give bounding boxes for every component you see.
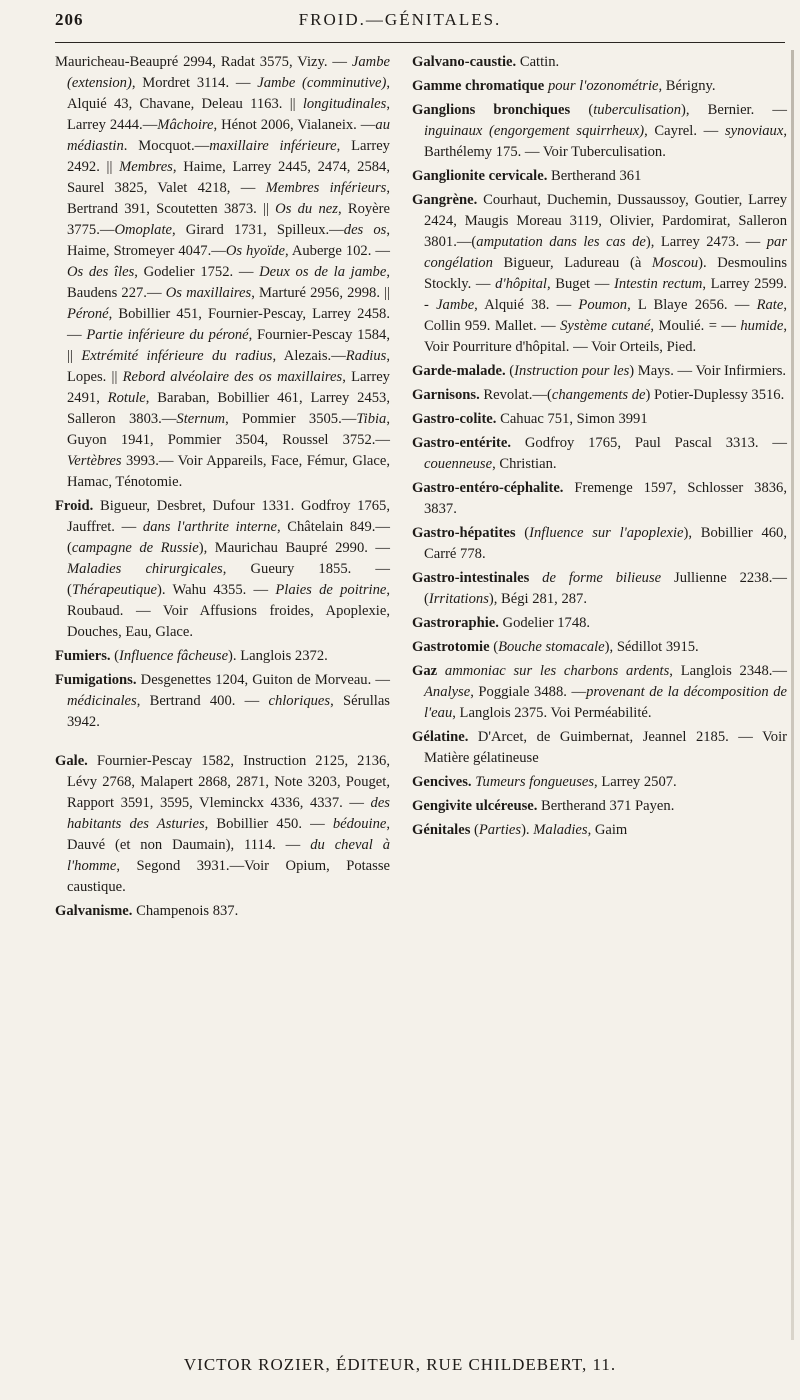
entry-text: Desgenettes 1204, Guiton de Morveau. — bbox=[136, 672, 390, 688]
entry-subject-italic: Plaies de poitrine bbox=[275, 582, 387, 598]
entry-subject-italic: synoviaux bbox=[724, 123, 784, 139]
entry-heading: Gangrène. bbox=[412, 192, 478, 208]
entry-text: , Langlois 2375. Voi Perméabilité. bbox=[452, 705, 652, 721]
entry-text: Bigueur, Desbret, Dufour 1331. Godfroy 1765, Jauffret. — bbox=[67, 498, 390, 535]
entry-subject-italic: Extrémité inférieure du radius bbox=[81, 348, 273, 364]
entry-text: , Guyon 1941, Pommier 3504, Roussel 3752.— bbox=[67, 411, 390, 448]
entry-text: , Larrey 2492. || bbox=[67, 138, 390, 175]
entry-subject-italic: Intestin rectum bbox=[613, 276, 703, 292]
entry-heading: Gaz bbox=[412, 663, 438, 679]
entry-text: , Langlois 2348.— bbox=[669, 663, 787, 679]
entry-heading: Gastro-colite. bbox=[412, 411, 497, 427]
index-entry bbox=[412, 796, 787, 817]
entry-text: ( bbox=[489, 639, 499, 655]
entry-text: , Dauvé (et non Daumain), 1114. — bbox=[67, 816, 390, 853]
entry-text: ), Bernier. — bbox=[681, 102, 787, 118]
entry-subject-italic: des os bbox=[343, 222, 387, 238]
entry-heading: Galvano-caustie. bbox=[412, 54, 517, 70]
entry-subject-italic: Mâchoire bbox=[157, 117, 214, 133]
index-entry bbox=[412, 523, 787, 565]
entry-text: Courhaut, Duchemin, Dussaussoy, Goutier, Larrey 2424, Maugis Moreau 3119, Olivier, Pardomirat, Salleron 3801.—( bbox=[424, 192, 787, 250]
entry-subject-italic: couenneuse bbox=[424, 456, 493, 472]
entry-subject-italic: Rate bbox=[756, 297, 784, 313]
entry-subject-italic: Membres inférieurs bbox=[265, 180, 387, 196]
entry-subject-italic: d'hôpital bbox=[495, 276, 547, 292]
entry-text bbox=[437, 663, 445, 679]
entry-heading: Gastro-entéro-céphalite. bbox=[412, 480, 564, 496]
left-column bbox=[55, 52, 390, 925]
entry-text: , Cayrel. — bbox=[644, 123, 725, 139]
entry-subject-italic: longitudinales bbox=[302, 96, 387, 112]
entry-text: , Baudens 227.— bbox=[67, 264, 390, 301]
entry-text: , Alquié 38. — bbox=[474, 297, 579, 313]
entry-subject-italic: au médiastin bbox=[67, 117, 390, 154]
entry-subject-italic: médicinales bbox=[67, 693, 137, 709]
entry-subject-italic: Os maxillaires bbox=[165, 285, 252, 301]
right-column bbox=[412, 52, 787, 844]
entry-subject-italic: Influence fâcheuse bbox=[119, 648, 229, 664]
entry-text: , Haime, Stromeyer 4047.— bbox=[67, 222, 390, 259]
entry-subject-italic: Irritations bbox=[428, 591, 489, 607]
entry-text: ), Maurichau Baupré 2990. — bbox=[198, 540, 391, 556]
entry-text: , Buget — bbox=[546, 276, 614, 292]
entry-text: , Segond 3931.—Voir Opium, Potasse caustique. bbox=[67, 858, 390, 895]
entry-text: ) Potier-Duplessy 3516. bbox=[645, 387, 785, 403]
entry-text: , Lopes. || bbox=[67, 348, 390, 385]
entry-subject-italic: Analyse bbox=[424, 684, 471, 700]
entry-subject-italic: chloriques bbox=[268, 693, 331, 709]
index-entry bbox=[412, 385, 787, 406]
entry-text: , Baraban, Bobillier 461, Larrey 2453, Salleron 3803.— bbox=[67, 390, 390, 427]
entry-text: , Fournier-Pescay 1584, || bbox=[67, 327, 390, 364]
entry-text: , Bertrand 391, Scoutetten 3873. || bbox=[67, 180, 390, 217]
entry-text: Champenois 837. bbox=[132, 903, 239, 919]
index-entry bbox=[412, 409, 787, 430]
entry-text: Godfroy 1765, Paul Pascal 3313. — bbox=[511, 435, 787, 451]
entry-text: Fournier-Pescay 1582, Instruction 2125, 2136, Lévy 2768, Malapert 2868, 2871, Note 3203, Pouget, Rapport 3591, 3595, Vleminckx 4336, 4337. — bbox=[67, 753, 390, 811]
index-entry bbox=[55, 52, 390, 493]
entry-heading: Gale. bbox=[55, 753, 88, 769]
entry-text: , Alezais.— bbox=[272, 348, 346, 364]
entry-text: , Girard 1731, Spilleux.— bbox=[172, 222, 344, 238]
entry-subject-italic: Sternum bbox=[176, 411, 226, 427]
index-entry bbox=[55, 670, 390, 733]
entry-subject-italic: pour l'ozonométrie bbox=[547, 78, 659, 94]
entry-text: ). bbox=[521, 822, 534, 838]
index-entry bbox=[412, 661, 787, 724]
entry-text: ( bbox=[470, 822, 479, 838]
entry-subject-italic: Instruction pour les bbox=[514, 363, 630, 379]
publisher-imprint: VICTOR ROZIER, ÉDITEUR, RUE CHILDEBERT, 11. bbox=[183, 1355, 617, 1374]
entry-subject-italic: Thérapeutique bbox=[71, 582, 157, 598]
entry-heading: Fumigations. bbox=[55, 672, 137, 688]
entry-subject-italic: Jambe bbox=[436, 297, 475, 313]
entry-text: D'Arcet, de Guimbernat, Jeannel 2185. — Voir Matière gélatineuse bbox=[424, 729, 787, 766]
entry-subject-italic: Tibia bbox=[356, 411, 387, 427]
entry-subject-italic: provenant de la décomposition de l'eau bbox=[424, 684, 787, 721]
entry-heading: Gastro-entérite. bbox=[412, 435, 512, 451]
entry-text: , Larrey 2444.— bbox=[67, 96, 390, 133]
entry-subject-italic: Parties bbox=[478, 822, 522, 838]
entry-text: , Bérigny. bbox=[658, 78, 716, 94]
index-entry bbox=[55, 751, 390, 898]
entry-subject-italic: Jambe (comminutive) bbox=[257, 75, 387, 91]
entry-text: , Marturé 2956, 2998. || bbox=[251, 285, 390, 301]
entry-text: ). Langlois 2372. bbox=[228, 648, 328, 664]
entry-subject-italic: Os hyoïde bbox=[225, 243, 285, 259]
entry-subject-italic: Os des îles bbox=[67, 264, 135, 280]
entry-text: , Gueury 1855. — ( bbox=[67, 561, 390, 598]
entry-text: , Mordret 3114. — bbox=[131, 75, 258, 91]
index-entry bbox=[412, 433, 787, 475]
entry-subject-italic: Maladies bbox=[533, 822, 588, 838]
entry-subject-italic: humide bbox=[740, 318, 784, 334]
entry-subject-italic: inguinaux (engorgement squirrheux) bbox=[424, 123, 645, 139]
entry-text: Revolat.—( bbox=[479, 387, 552, 403]
entry-subject-italic: dans l'arthrite interne bbox=[142, 519, 277, 535]
entry-heading: Ganglions bronchiques bbox=[412, 102, 571, 118]
index-entry bbox=[412, 820, 787, 841]
entry-text: , Châtelain 849.— ( bbox=[67, 519, 390, 556]
entry-text: 3993.— Voir Appareils, Face, Fémur, Glace, Hamac, Ténotomie. bbox=[67, 453, 390, 490]
entry-text: , Larrey 2599. - bbox=[424, 276, 788, 313]
entry-subject-italic: Partie inférieure du péroné bbox=[86, 327, 249, 343]
entry-text: ), Bégi 281, 287. bbox=[488, 591, 587, 607]
entry-text: , Godelier 1752. — bbox=[134, 264, 260, 280]
entry-text: , Gaim bbox=[587, 822, 628, 838]
index-entry bbox=[55, 901, 390, 922]
entry-text: ), Larrey 2473. — bbox=[645, 234, 767, 250]
entry-text: , Haime, Larrey 2445, 2474, 2584, Saurel 3825, Valet 4218, — bbox=[67, 159, 390, 196]
index-entry bbox=[412, 361, 787, 382]
entry-text: , Bobillier 450. — bbox=[204, 816, 333, 832]
entry-heading: Gastro-hépatites bbox=[412, 525, 516, 541]
entry-text: Godelier 1748. bbox=[498, 615, 591, 631]
entry-subject-italic: Jambe (extension) bbox=[67, 54, 390, 91]
entry-subject-italic: Poumon bbox=[578, 297, 628, 313]
entry-text: , Alquié 43, Chavane, Deleau 1163. || bbox=[67, 75, 390, 112]
entry-subject-italic: Omoplate bbox=[114, 222, 172, 238]
entry-text: . Mocquot.— bbox=[123, 138, 210, 154]
entry-heading: Génitales bbox=[412, 822, 471, 838]
entry-text: Mauricheau-Beaupré 2994, Radat 3575, Vizy. — bbox=[55, 54, 352, 70]
entry-text: ), Sédillot 3915. bbox=[604, 639, 699, 655]
entry-subject-italic: ammoniac sur les charbons ardents bbox=[444, 663, 670, 679]
entry-subject-italic: Influence sur l'apoplexie bbox=[529, 525, 684, 541]
entry-text: , Bobillier 451, Fournier-Pescay, Larrey 2458.— bbox=[67, 306, 390, 343]
entry-subject-italic: campagne de Russie bbox=[71, 540, 199, 556]
entry-subject-italic: par congélation bbox=[424, 234, 787, 271]
entry-text: Bertherand 361 bbox=[547, 168, 642, 184]
entry-text: , Larrey 2491, bbox=[67, 369, 390, 406]
entry-subject-italic: bédouine bbox=[332, 816, 387, 832]
entry-text: ). Desmoulins Stockly. — bbox=[424, 255, 787, 292]
index-entry bbox=[412, 637, 787, 658]
entry-subject-italic: amputation dans les cas de bbox=[476, 234, 646, 250]
entry-subject-italic: des habitants des Asturies bbox=[67, 795, 390, 832]
entry-text: ) Mays. — Voir Infirmiers. bbox=[629, 363, 787, 379]
entry-heading: Gamme chromatique bbox=[412, 78, 545, 94]
entry-heading: Gencives. bbox=[412, 774, 472, 790]
index-entry bbox=[55, 496, 390, 643]
entry-text: Cattin. bbox=[516, 54, 560, 70]
index-entry bbox=[412, 478, 787, 520]
entry-heading: Gélatine. bbox=[412, 729, 469, 745]
entry-text: , Larrey 2507. bbox=[594, 774, 677, 790]
entry-text: , Sérullas 3942. bbox=[67, 693, 390, 730]
entry-heading: Garde-malade. bbox=[412, 363, 506, 379]
header-rule bbox=[55, 42, 785, 43]
entry-subject-italic: Vertèbres bbox=[67, 453, 122, 469]
entry-text: Cahuac 751, Simon 3991 bbox=[496, 411, 648, 427]
index-entry bbox=[412, 568, 787, 610]
entry-subject-italic: Maladies chirurgicales bbox=[67, 561, 223, 577]
index-entry bbox=[412, 772, 787, 793]
entry-text: ( bbox=[110, 648, 120, 664]
entry-subject-italic: Deux os de la jambe bbox=[259, 264, 387, 280]
entry-text: ( bbox=[505, 363, 515, 379]
entry-heading: Gastrotomie bbox=[412, 639, 490, 655]
entry-heading: Gengivite ulcéreuse. bbox=[412, 798, 538, 814]
entry-text: , Voir Pourriture d'hôpital. — Voir Orteils, Pied. bbox=[424, 318, 787, 355]
index-entry bbox=[412, 166, 787, 187]
entry-text: Bigueur, Ladureau (à bbox=[492, 255, 652, 271]
entry-text: ( bbox=[515, 525, 530, 541]
entry-text: , Bertrand 400. — bbox=[136, 693, 269, 709]
running-head: FROID.—GÉNITALES. bbox=[298, 10, 502, 29]
entry-heading: Ganglionite cervicale. bbox=[412, 168, 548, 184]
entry-subject-italic: Membres bbox=[119, 159, 173, 175]
entry-text: ). Wahu 4355. — bbox=[157, 582, 276, 598]
entry-text: , Moulié. = — bbox=[650, 318, 741, 334]
entry-heading: Froid. bbox=[55, 498, 94, 514]
entry-text: ( bbox=[570, 102, 594, 118]
entry-text: , Auberge 102. — bbox=[284, 243, 390, 259]
entry-subject-italic: Système cutané bbox=[560, 318, 651, 334]
entry-text: , Barthélemy 175. — Voir Tuberculisation. bbox=[424, 123, 787, 160]
index-entry bbox=[55, 646, 390, 667]
index-entry bbox=[412, 100, 787, 163]
entry-heading: Garnisons. bbox=[412, 387, 480, 403]
entry-subject-italic: maxillaire inférieure bbox=[209, 138, 337, 154]
entry-subject-italic: Bouche stomacale bbox=[498, 639, 605, 655]
entry-text: ), Bobillier 460, Carré 778. bbox=[424, 525, 787, 562]
index-entry bbox=[412, 52, 787, 73]
entry-subject-italic: tuberculisation bbox=[593, 102, 682, 118]
entry-subject-italic: Moscou bbox=[651, 255, 699, 271]
index-entry bbox=[412, 76, 787, 97]
entry-text: , Pommier 3505.— bbox=[225, 411, 357, 427]
entry-subject-italic: Rotule bbox=[107, 390, 146, 406]
entry-text: Fremenge 1597, Schlosser 3836, 3837. bbox=[424, 480, 787, 517]
entry-text: , Poggiale 3488. — bbox=[470, 684, 587, 700]
entry-text: , Roubaud. — Voir Affusions froides, Apoplexie, Douches, Eau, Glace. bbox=[67, 582, 390, 640]
index-entry bbox=[412, 190, 787, 358]
entry-text: , Christian. bbox=[492, 456, 557, 472]
entry-heading: Galvanisme. bbox=[55, 903, 133, 919]
page-number: 206 bbox=[55, 10, 84, 29]
entry-text: , Collin 959. Mallet. — bbox=[424, 297, 787, 334]
entry-subject-italic: Radius bbox=[345, 348, 387, 364]
entry-subject-italic: Rebord alvéolaire des os maxillaires bbox=[122, 369, 343, 385]
entry-subject-italic: du cheval à l'homme bbox=[67, 837, 390, 874]
entry-subject-italic: Os du nez bbox=[275, 201, 338, 217]
index-entry bbox=[412, 727, 787, 769]
entry-text: , Royère 3775.— bbox=[67, 201, 390, 238]
entry-heading: Fumiers. bbox=[55, 648, 111, 664]
entry-heading: Gastro-intestinales bbox=[412, 570, 530, 586]
entry-subject-italic: de forme bilieuse bbox=[542, 570, 662, 586]
entry-text: Bertherand 371 Payen. bbox=[537, 798, 675, 814]
entry-text: , Hénot 2006, Vialaneix. — bbox=[213, 117, 376, 133]
entry-subject-italic: changements de bbox=[551, 387, 646, 403]
entry-subject-italic: Tumeurs fongueuses bbox=[475, 774, 595, 790]
entry-text bbox=[529, 570, 542, 586]
entry-heading: Gastroraphie. bbox=[412, 615, 499, 631]
index-entry bbox=[412, 613, 787, 634]
entry-subject-italic: Péroné bbox=[67, 306, 109, 322]
entry-text: , L Blaye 2656. — bbox=[627, 297, 757, 313]
entry-text: Jullienne 2238.— ( bbox=[424, 570, 787, 607]
page-edge-shadow bbox=[791, 50, 794, 1340]
